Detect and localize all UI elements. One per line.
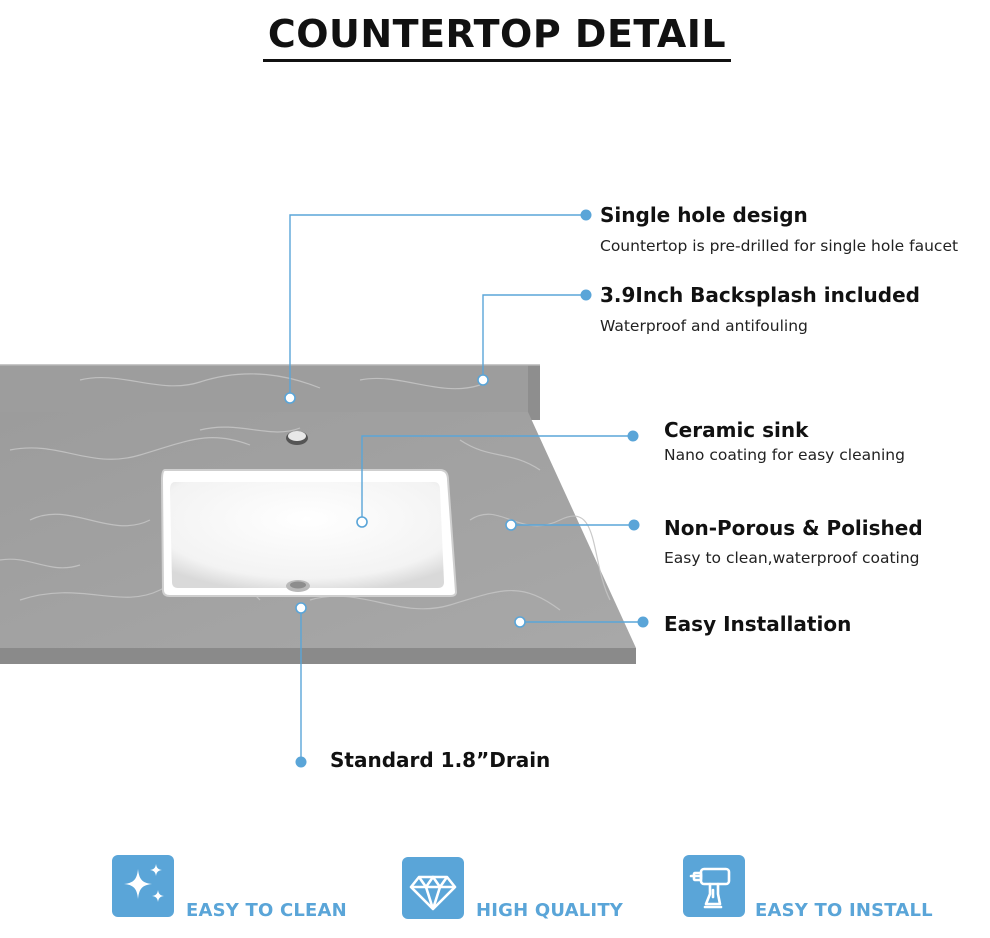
feature-label-easy-to-install: EASY TO INSTALL xyxy=(755,900,933,921)
ceramic-sink xyxy=(162,470,456,596)
callout-ceramic-sink xyxy=(664,418,905,464)
callout-description: Nano coating for easy cleaning xyxy=(664,446,905,464)
callout-heading: Standard 1.8”Drain xyxy=(330,748,551,772)
callout-heading: Ceramic sink xyxy=(664,418,809,442)
feature-label-high-quality: HIGH QUALITY xyxy=(476,900,624,921)
callout-heading: Easy Installation xyxy=(664,612,852,636)
backsplash xyxy=(0,365,540,420)
callout-heading: 3.9Inch Backsplash included xyxy=(600,283,920,307)
callout-non-porous xyxy=(664,516,923,567)
callout-heading: Single hole design xyxy=(600,203,808,227)
callout-installation xyxy=(664,612,851,636)
callout-description: Countertop is pre-drilled for single hole faucet xyxy=(600,237,959,255)
callout-description: Easy to clean,waterproof coating xyxy=(664,549,920,567)
callout-heading: Non-Porous & Polished xyxy=(664,516,923,540)
diamond-icon xyxy=(402,857,464,919)
page-title: COUNTERTOP DETAIL xyxy=(267,12,727,56)
callout-backsplash xyxy=(600,283,920,335)
callout-drain xyxy=(330,748,550,772)
callout-description: Waterproof and antifouling xyxy=(600,317,808,335)
feature-label-easy-to-clean: EASY TO CLEAN xyxy=(186,900,347,921)
callout-single-hole xyxy=(600,203,958,255)
sparkle-icon xyxy=(112,855,174,917)
drill-icon xyxy=(683,855,745,917)
